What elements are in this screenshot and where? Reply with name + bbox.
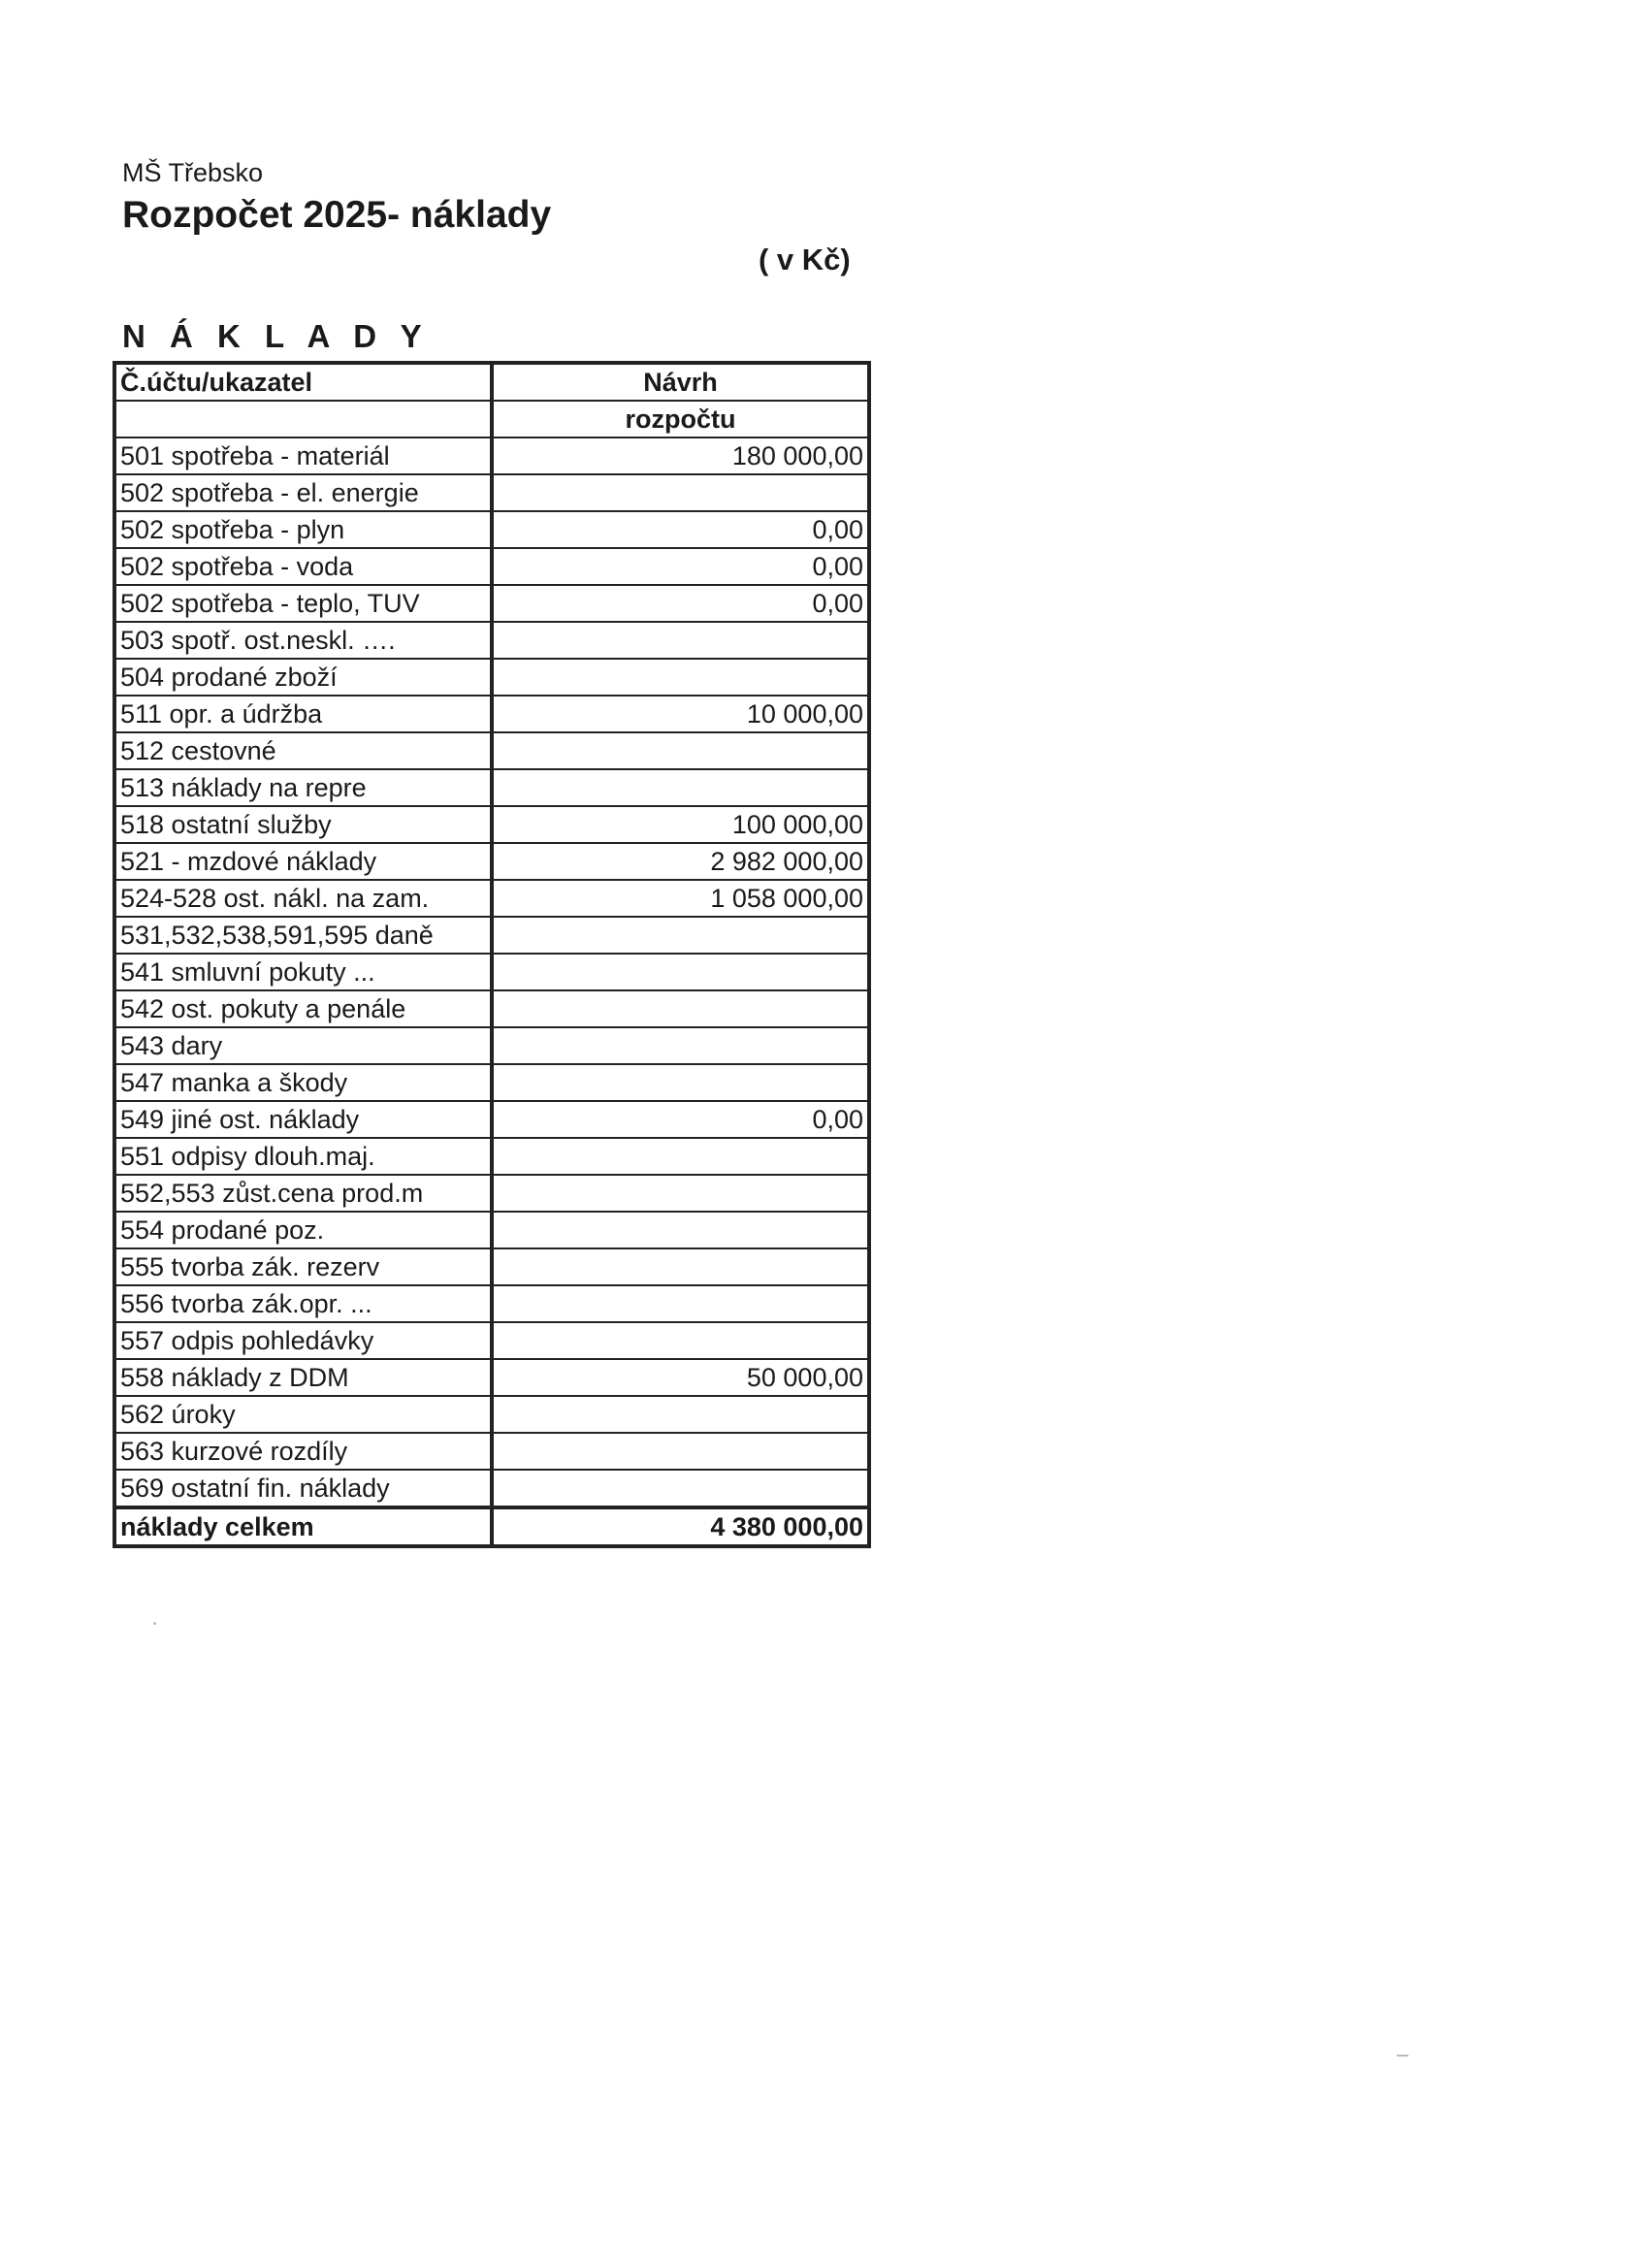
- account-header: Č.účtu/ukazatel: [114, 363, 492, 401]
- table-row: [114, 1064, 869, 1101]
- budget-value: 0,00: [492, 548, 869, 585]
- account-label: 563 kurzové rozdíly: [114, 1433, 492, 1470]
- total-value: 4 380 000,00: [492, 1507, 869, 1546]
- table-row: [114, 1285, 869, 1322]
- account-label: 524-528 ost. nákl. na zam.: [114, 880, 492, 917]
- account-label: 502 spotřeba - teplo, TUV: [114, 585, 492, 622]
- table-row: [114, 696, 869, 732]
- scan-speck: [1397, 2055, 1408, 2057]
- table-row: [114, 806, 869, 843]
- budget-value: [492, 732, 869, 769]
- table-row: [114, 585, 869, 622]
- budget-value: [492, 1138, 869, 1175]
- account-label: 501 spotřeba - materiál: [114, 437, 492, 474]
- table-row: [114, 990, 869, 1027]
- budget-value: [492, 659, 869, 696]
- budget-value: 0,00: [492, 585, 869, 622]
- budget-table-body: [114, 363, 869, 1546]
- table-row: [114, 511, 869, 548]
- table-row: [114, 954, 869, 990]
- table-row: [114, 1470, 869, 1507]
- account-label: 562 úroky: [114, 1396, 492, 1433]
- currency-unit-note: ( v Kč): [759, 243, 851, 276]
- budget-value: [492, 622, 869, 659]
- budget-value: [492, 1248, 869, 1285]
- budget-value: 0,00: [492, 1101, 869, 1138]
- table-row: [114, 1027, 869, 1064]
- budget-value: 50 000,00: [492, 1359, 869, 1396]
- account-label: 549 jiné ost. náklady: [114, 1101, 492, 1138]
- budget-value: [492, 990, 869, 1027]
- table-row: [114, 622, 869, 659]
- table-row: [114, 1101, 869, 1138]
- budget-value: 180 000,00: [492, 437, 869, 474]
- account-label: 557 odpis pohledávky: [114, 1322, 492, 1359]
- account-label: 547 manka a škody: [114, 1064, 492, 1101]
- account-label: 512 cestovné: [114, 732, 492, 769]
- scan-speck: [153, 1622, 156, 1625]
- table-header-row-2: [114, 401, 869, 437]
- budget-value: 0,00: [492, 511, 869, 548]
- table-row: [114, 1248, 869, 1285]
- budget-value: [492, 1175, 869, 1212]
- table-row: [114, 1359, 869, 1396]
- account-label: 541 smluvní pokuty ...: [114, 954, 492, 990]
- account-label: 552,553 zůst.cena prod.m: [114, 1175, 492, 1212]
- proposal-header-line1: Návrh: [492, 363, 869, 401]
- table-row: [114, 1322, 869, 1359]
- budget-value: [492, 1433, 869, 1470]
- account-label: 558 náklady z DDM: [114, 1359, 492, 1396]
- table-row: [114, 1212, 869, 1248]
- table-row: [114, 1175, 869, 1212]
- account-label: 521 - mzdové náklady: [114, 843, 492, 880]
- organization-name: MŠ Třebsko: [122, 158, 264, 187]
- budget-value: [492, 917, 869, 954]
- total-label: náklady celkem: [114, 1507, 492, 1546]
- account-label: 531,532,538,591,595 daně: [114, 917, 492, 954]
- account-label: 518 ostatní služby: [114, 806, 492, 843]
- table-row: [114, 769, 869, 806]
- document-title: Rozpočet 2025- náklady: [122, 194, 552, 236]
- table-row: [114, 1138, 869, 1175]
- budget-value: 100 000,00: [492, 806, 869, 843]
- table-row: [114, 880, 869, 917]
- budget-value: 10 000,00: [492, 696, 869, 732]
- table-header-row: [114, 363, 869, 401]
- account-label: 502 spotřeba - plyn: [114, 511, 492, 548]
- budget-value: [492, 769, 869, 806]
- account-label: 542 ost. pokuty a penále: [114, 990, 492, 1027]
- account-header-empty: [114, 401, 492, 437]
- table-row: [114, 474, 869, 511]
- budget-value: [492, 1322, 869, 1359]
- table-row: [114, 1396, 869, 1433]
- account-label: 513 náklady na repre: [114, 769, 492, 806]
- budget-value: [492, 1027, 869, 1064]
- budget-value: [492, 954, 869, 990]
- table-row: [114, 917, 869, 954]
- table-row: [114, 1433, 869, 1470]
- account-label: 504 prodané zboží: [114, 659, 492, 696]
- account-label: 551 odpisy dlouh.maj.: [114, 1138, 492, 1175]
- table-row: [114, 548, 869, 585]
- total-row: [114, 1507, 869, 1546]
- account-label: 502 spotřeba - voda: [114, 548, 492, 585]
- table-row: [114, 437, 869, 474]
- budget-value: [492, 1396, 869, 1433]
- table-row: [114, 843, 869, 880]
- account-label: 554 prodané poz.: [114, 1212, 492, 1248]
- account-label: 502 spotřeba - el. energie: [114, 474, 492, 511]
- budget-value: [492, 474, 869, 511]
- section-heading: N Á K L A D Y: [122, 318, 430, 354]
- budget-value: 1 058 000,00: [492, 880, 869, 917]
- budget-value: 2 982 000,00: [492, 843, 869, 880]
- table-row: [114, 732, 869, 769]
- budget-table: [113, 361, 871, 1548]
- account-label: 503 spotř. ost.neskl. ….: [114, 622, 492, 659]
- account-label: 543 dary: [114, 1027, 492, 1064]
- account-label: 556 tvorba zák.opr. ...: [114, 1285, 492, 1322]
- account-label: 569 ostatní fin. náklady: [114, 1470, 492, 1507]
- budget-value: [492, 1285, 869, 1322]
- budget-value: [492, 1064, 869, 1101]
- account-label: 511 opr. a údržba: [114, 696, 492, 732]
- budget-value: [492, 1470, 869, 1507]
- account-label: 555 tvorba zák. rezerv: [114, 1248, 492, 1285]
- budget-value: [492, 1212, 869, 1248]
- table-row: [114, 659, 869, 696]
- proposal-header-line2: rozpočtu: [492, 401, 869, 437]
